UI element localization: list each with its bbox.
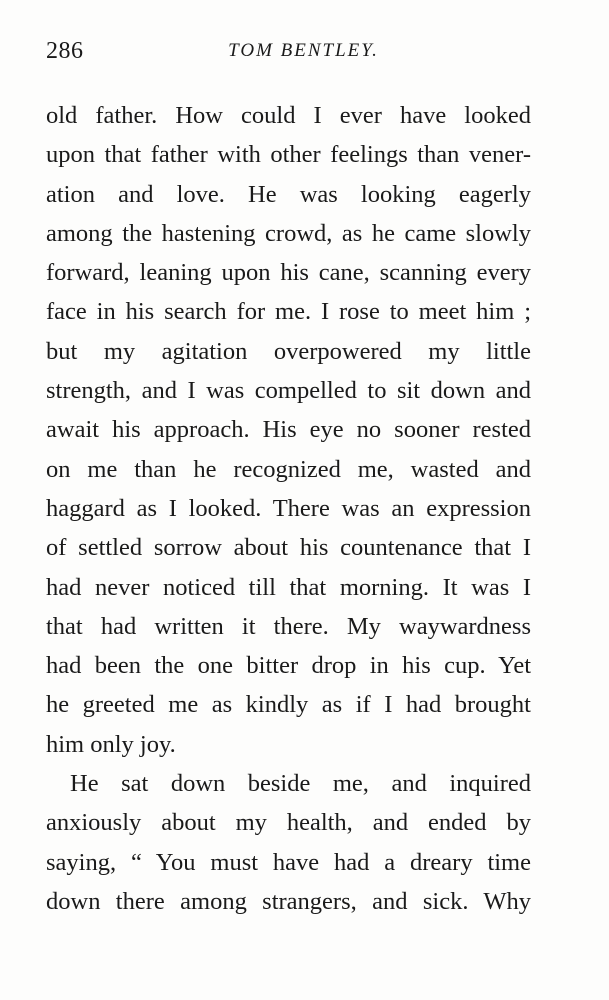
text-line: he greeted me as kindly as if I had brought — [46, 691, 531, 719]
text-line: old father. How could I ever have looked — [46, 102, 531, 129]
text-line: had never noticed till that morning. It was I — [46, 573, 531, 601]
text-line: had been the one bitter drop in his cup. Yet — [46, 652, 531, 680]
body-text — [46, 96, 531, 921]
text-line: face in his search for me. I rose to meet him ; — [46, 298, 531, 326]
text-line: anxiously about my health, and ended by — [46, 809, 531, 837]
text-line: down there among strangers, and sick. Why — [46, 887, 531, 915]
paragraph-end-line: him only joy. — [46, 730, 176, 758]
text-line: of settled sorrow about his countenance that I — [46, 534, 531, 562]
text-line: saying, “ You must have had a dreary time — [46, 848, 531, 876]
text-line: but my agitation overpowered my little — [46, 337, 531, 365]
text-line: that had written it there. My waywardness — [46, 612, 531, 640]
paragraph-start-line: He sat down beside me, and inquired — [70, 770, 531, 798]
text-line: among the hastening crowd, as he came slowly — [46, 219, 531, 247]
page-number: 286 — [46, 38, 84, 64]
running-title: TOM BENTLEY. — [228, 40, 379, 61]
text-line: on me than he recognized me, wasted and — [46, 455, 531, 483]
text-line: strength, and I was compelled to sit down and — [46, 377, 531, 405]
text-line: await his approach. His eye no sooner rested — [46, 416, 531, 444]
page-header — [46, 38, 531, 68]
text-line: forward, leaning upon his cane, scanning every — [46, 259, 531, 287]
text-line: haggard as I looked. There was an expression — [46, 494, 531, 522]
text-line: upon that father with other feelings than vener- — [46, 141, 531, 169]
text-line: ation and love. He was looking eagerly — [46, 180, 531, 208]
